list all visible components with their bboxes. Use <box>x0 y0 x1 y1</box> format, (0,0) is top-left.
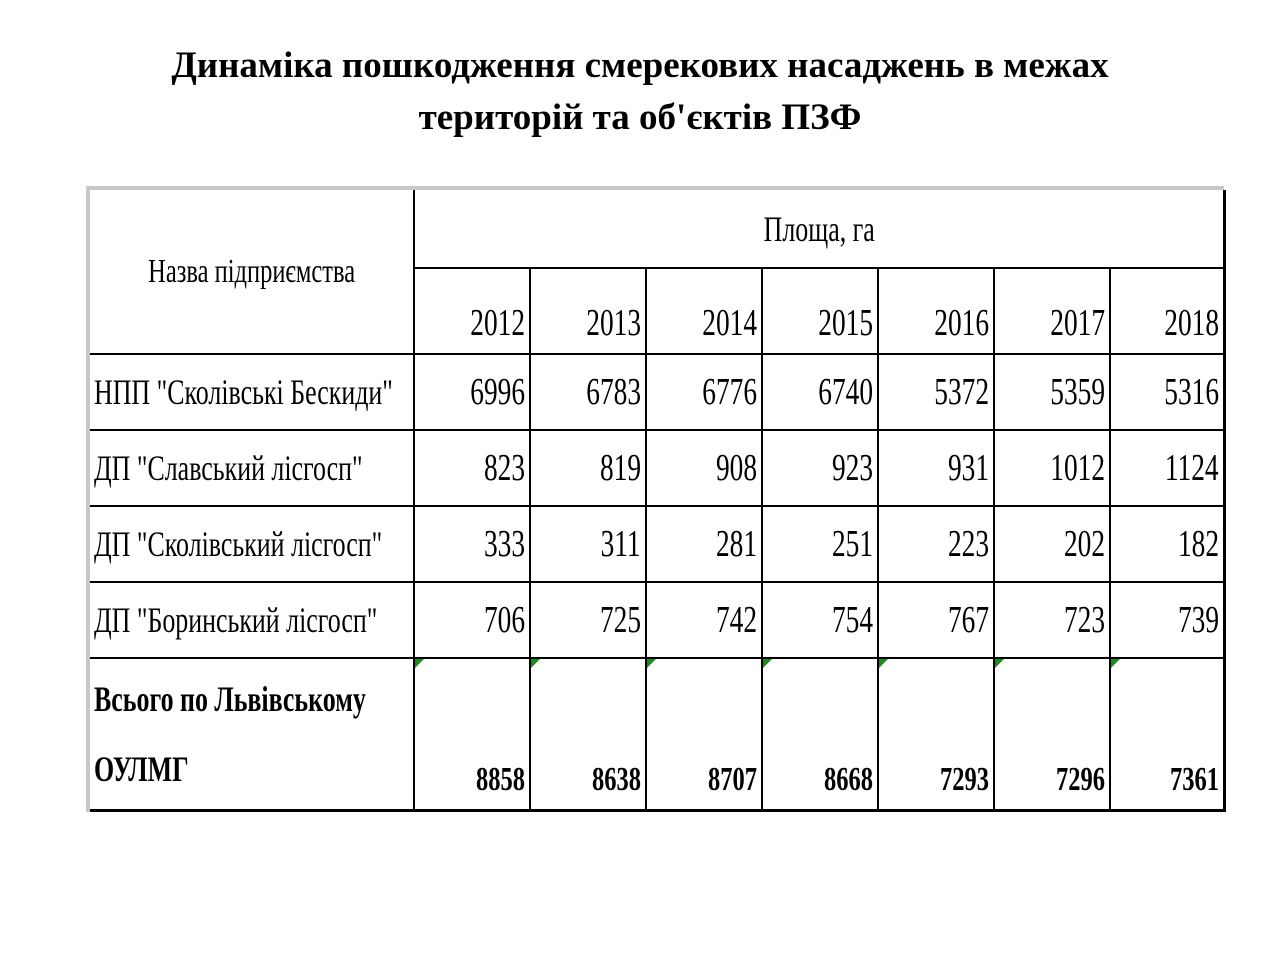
table-cell: 281 <box>646 506 762 582</box>
total-label-line-2: ОУЛМГ <box>94 749 189 790</box>
table-cell: 923 <box>762 430 878 506</box>
table-cell: 333 <box>414 506 530 582</box>
table-row <box>90 354 1224 430</box>
table-cell: 819 <box>530 430 646 506</box>
total-cell: 7293 <box>878 658 994 810</box>
green-triangle-marker <box>995 659 1004 668</box>
table-cell: 931 <box>878 430 994 506</box>
table-cell: 182 <box>1110 506 1224 582</box>
green-triangle-marker <box>763 659 772 668</box>
year-header: 2014 <box>646 268 762 354</box>
table-cell: 223 <box>878 506 994 582</box>
total-cell: 7361 <box>1110 658 1224 810</box>
table-cell: 6996 <box>414 354 530 430</box>
table-cell: 5372 <box>878 354 994 430</box>
header-row-1 <box>90 190 1224 268</box>
table-cell: 1124 <box>1110 430 1224 506</box>
total-label-line-1: Всього по Львівському <box>94 679 366 720</box>
area-header-label: Площа, га <box>763 208 875 249</box>
table-cell: 742 <box>646 582 762 658</box>
year-header: 2015 <box>762 268 878 354</box>
table-cell: 739 <box>1110 582 1224 658</box>
table-cell: 908 <box>646 430 762 506</box>
table-cell: 6776 <box>646 354 762 430</box>
year-header: 2016 <box>878 268 994 354</box>
table-cell: 202 <box>994 506 1110 582</box>
total-cell: 8707 <box>646 658 762 810</box>
total-label <box>90 658 414 810</box>
year-header: 2012 <box>414 268 530 354</box>
area-header <box>414 190 1224 268</box>
page-title <box>40 40 1240 144</box>
enterprise-name: ДП "Славський лісгосп" <box>90 430 414 506</box>
table-cell: 725 <box>530 582 646 658</box>
green-triangle-marker <box>647 659 656 668</box>
table-cell: 5359 <box>994 354 1110 430</box>
total-cell: 7296 <box>994 658 1110 810</box>
enterprise-name: ДП "Сколівський лісгосп" <box>90 506 414 582</box>
table-row <box>90 430 1224 506</box>
year-header: 2017 <box>994 268 1110 354</box>
total-cell: 8668 <box>762 658 878 810</box>
enterprise-name: НПП "Сколівські Бескиди" <box>90 354 414 430</box>
table-cell: 1012 <box>994 430 1110 506</box>
damage-table <box>90 190 1226 812</box>
enterprise-name: ДП "Боринський лісгосп" <box>90 582 414 658</box>
table-row <box>90 582 1224 658</box>
table-cell: 6740 <box>762 354 878 430</box>
table-cell: 251 <box>762 506 878 582</box>
table-row <box>90 506 1224 582</box>
title-line-1: Динаміка пошкодження смерекових насаджень в межах <box>171 45 1109 86</box>
total-cell: 8858 <box>414 658 530 810</box>
year-header: 2013 <box>530 268 646 354</box>
table-cell: 723 <box>994 582 1110 658</box>
enterprise-name-header: Назва підприємства <box>135 190 368 354</box>
table-cell: 706 <box>414 582 530 658</box>
green-triangle-marker <box>1111 659 1120 668</box>
table-cell: 5316 <box>1110 354 1224 430</box>
data-table-container <box>86 186 1224 812</box>
title-line-2: територій та об'єктів ПЗФ <box>418 97 862 138</box>
green-triangle-marker <box>415 659 424 668</box>
table-cell: 6783 <box>530 354 646 430</box>
table-cell: 311 <box>530 506 646 582</box>
total-cell: 8638 <box>530 658 646 810</box>
table-cell: 754 <box>762 582 878 658</box>
total-row <box>90 658 1224 810</box>
table-cell: 767 <box>878 582 994 658</box>
green-triangle-marker <box>531 659 540 668</box>
green-triangle-marker <box>879 659 888 668</box>
table-cell: 823 <box>414 430 530 506</box>
year-header: 2018 <box>1110 268 1224 354</box>
